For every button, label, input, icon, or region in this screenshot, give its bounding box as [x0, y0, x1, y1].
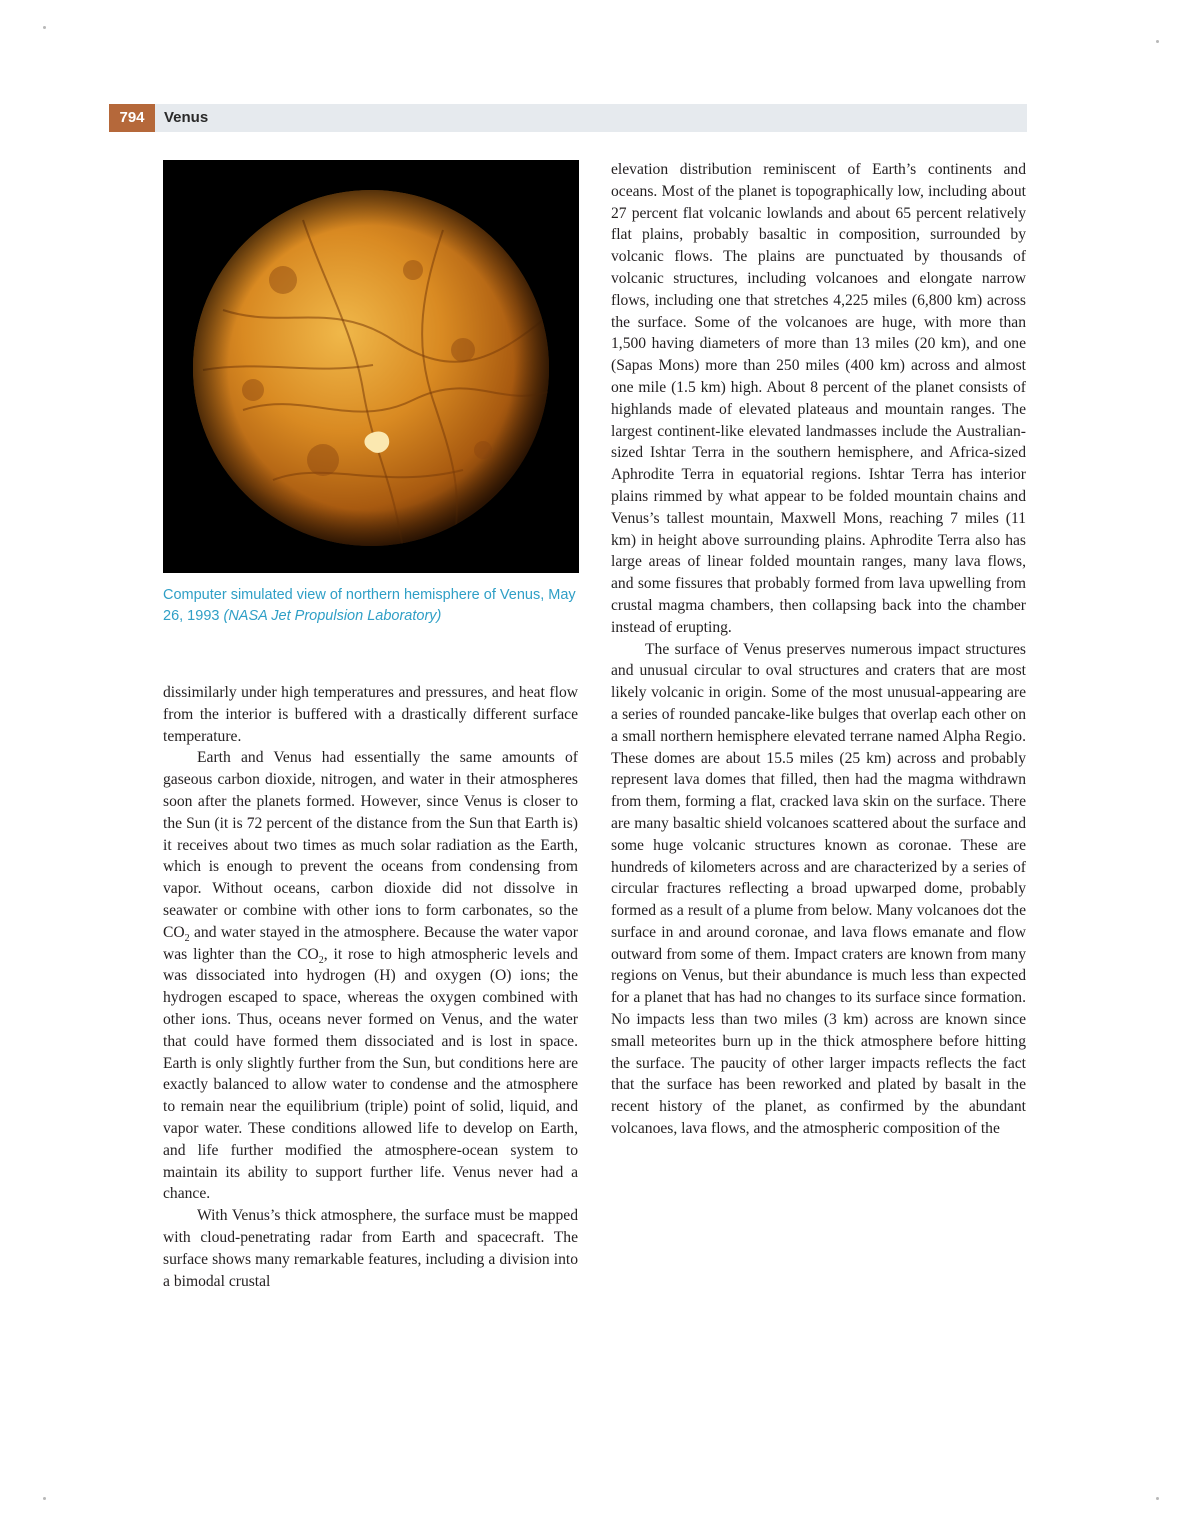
paragraph: dissimilarly under high temperatures and pressures, and heat flow from the interior is buffered with a drastically different surface temperature.	[163, 684, 578, 745]
running-title: Venus	[164, 109, 209, 126]
caption-credit: (NASA Jet Propulsion Laboratory)	[223, 608, 442, 624]
paragraph: With Venus’s thick atmosphere, the surface must be mapped with cloud-penetrating radar from Earth and spacecraft. The surface shows many remarkable features, including a division into a bimodal crustal	[163, 1207, 578, 1290]
figure-caption	[163, 585, 581, 627]
venus-figure	[163, 160, 579, 573]
crop-mark-top-right	[1156, 40, 1159, 43]
paragraph: elevation distribution reminiscent of Earth’s continents and oceans. Most of the planet is topographically low, including about 27 percent flat volcanic lowlands and about 65 percent relatively flat plains, probably basaltic in composition, surrounded by volcanic flows. The plains are punctuated by thousands of volcanic structures, including volcanoes and elongate narrow flows, including one that stretches 4,225 miles (6,800 km) across the surface. Some of the volcanoes are huge, with more than 1,500 having diameters of more than 13 miles (20 km), and one (Sapas Mons) more than 250 miles (400 km) across and almost one mile (1.5 km) high. About 8 percent of the planet consists of highlands made of elevated plateaus and mountain ranges. The largest continent-like elevated landmasses include the Australian-sized Ishtar Terra in the southern hemisphere, and Africa-sized Aphrodite Terra in equatorial regions. Ishtar Terra has interior plains rimmed by what appear to be folded mountain chains and Venus’s tallest mountain, Maxwell Mons, reaching 7 miles (11 km) in height above surrounding plains. Aphrodite Terra also has large areas of linear folded mountain ranges, many lava flows, and some fissures that probably formed from lava upwelling from crustal magma chambers, then collapsing back into the chamber instead of erupting.	[611, 161, 1026, 636]
page-number: 794	[109, 104, 155, 132]
crop-mark-bottom-right	[1156, 1497, 1159, 1500]
crop-mark-top-left	[43, 26, 46, 29]
caption-text: Computer simulated view of northern hemisphere of Venus, May 26, 1993	[163, 587, 576, 624]
running-header	[109, 104, 1027, 132]
right-column	[611, 159, 1026, 1140]
left-column	[163, 682, 578, 1292]
venus-globe-image	[163, 160, 579, 573]
paragraph: The surface of Venus preserves numerous impact structures and unusual circular to oval structures and craters that are most likely volcanic in origin. Some of the most unusual-appearing are a series of rounded pancake-like bulges that overlap each other on a small northern hemisphere elevated terrane named Alpha Regio. These domes are about 15.5 miles (25 km) across and probably represent lava domes that filled, then had the magma withdrawn from them, forming a flat, cracked lava skin on the surface. There are many basaltic shield volcanoes scattered about the surface and some huge volcanic structures known as coronae. These are hundreds of kilometers across and are characterized by a series of circular fractures reflecting a broad upwarped dome, probably formed as a result of a plume from below. Many volcanoes dot the surface in and around coronae, and lava flows emanate and flow outward from some of them. Impact craters are known from many regions on Venus, but their abundance is much less than expected for a planet that has had no changes to its surface since formation. No impacts less than two miles (3 km) across are known since small meteorites burn up in the thick atmosphere before hitting the surface. The paucity of other larger impacts reflects the fact that the surface has been reworked and plated by basalt in the recent history of the planet, as confirmed by the abundant volcanoes, lava flows, and the atmospheric composition of the	[611, 640, 1026, 1138]
paragraph: Earth and Venus had essentially the same amounts of gaseous carbon dioxide, nitrogen, and water in their atmospheres soon after the planets formed. However, since Venus is closer to the Sun (it is 72 percent of the distance from the Sun that Earth is) it receives about two times as much solar radiation as the Earth, which is enough to prevent the oceans from condensing from vapor. Without oceans, carbon dioxide did not dissolve in seawater or combine with other ions to form carbonates, so the $CO_2$ and water stayed in the atmosphere. Because the water vapor was lighter than the $CO_2$, it rose to high atmospheric levels and was dissociated into hydrogen (H) and oxygen (O) ions; the hydrogen escaped to space, whereas the oxygen combined with other ions. Thus, oceans never formed on Venus, and the water that could have formed them dissociated and is lost in space. Earth is only slightly further from the Sun, but conditions here are exactly balanced to allow water to condense and the atmosphere to remain near the equilibrium (triple) point of solid, liquid, and vapor water. These conditions allowed life to develop on Earth, and life further modified the atmosphere-ocean system to maintain its ability to support further life. Venus never had a chance.	[163, 749, 578, 1203]
crop-mark-bottom-left	[43, 1497, 46, 1500]
